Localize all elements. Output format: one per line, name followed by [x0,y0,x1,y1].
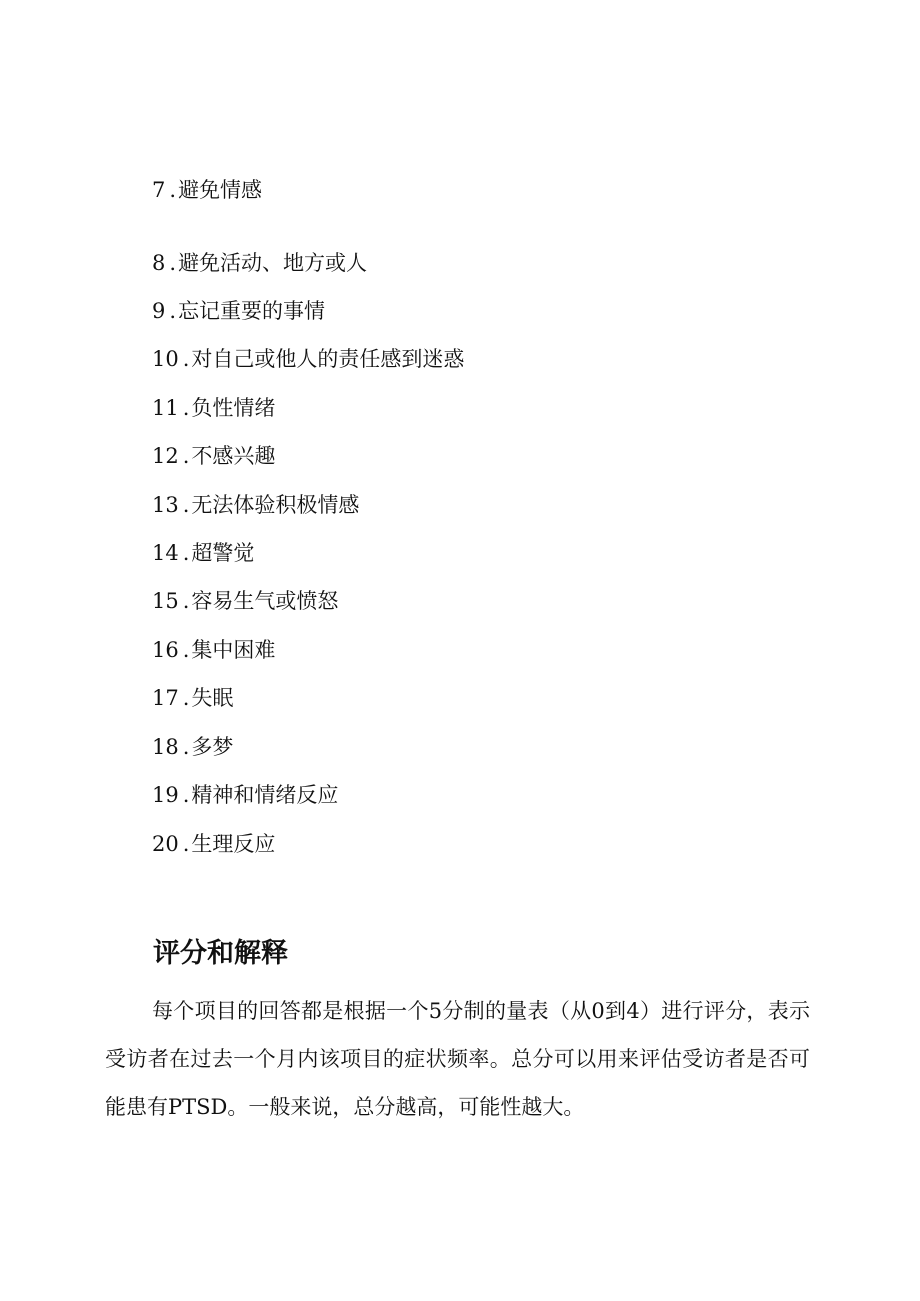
list-item [152,394,275,422]
list-item [152,442,275,470]
item-text: 不感兴趣 [191,444,276,468]
item-text: 多梦 [191,735,234,759]
item-text: 容易生气或愤怒 [191,589,339,613]
item-separator: . [169,178,177,202]
item-separator: . [182,589,190,613]
item-separator: . [169,251,177,275]
section-paragraph: 每个项目的回答都是根据一个5分制的量表（从0到4）进行评分，表示受访者在过去一个月内该项目的症状频率。总分可以用来评估受访者是否可能患有PTSD。一般来说，总分越高，可能性越大。 [105,999,810,1119]
item-separator: . [182,347,190,371]
item-separator: . [182,638,190,662]
item-number: 14 [152,541,179,565]
item-text: 负性情绪 [191,396,276,420]
list-item [152,830,275,858]
item-number: 20 [152,832,179,856]
item-text: 生理反应 [191,832,276,856]
item-number: 18 [152,735,179,759]
item-text: 对自己或他人的责任感到迷惑 [191,347,465,371]
item-number: 9 [152,299,166,323]
item-separator: . [182,493,190,517]
item-separator: . [182,686,190,710]
item-separator: . [182,444,190,468]
item-text: 精神和情绪反应 [191,783,339,807]
list-item [152,345,464,373]
list-item [152,781,338,809]
list-item [152,587,338,615]
item-text: 超警觉 [191,541,255,565]
item-text: 失眠 [191,686,234,710]
item-number: 16 [152,638,179,662]
item-number: 19 [152,783,179,807]
list-item [152,539,254,567]
item-separator: . [182,396,190,420]
item-separator: . [169,299,177,323]
item-text: 避免活动、地方或人 [178,251,368,275]
item-separator: . [182,832,190,856]
list-item [152,733,233,761]
section-heading: 评分和解释 [153,938,288,969]
item-text: 避免情感 [178,178,263,202]
list-item [152,636,275,664]
list-item [152,249,367,277]
item-text: 集中困难 [191,638,276,662]
item-number: 15 [152,589,179,613]
item-number: 11 [152,396,179,420]
item-number: 12 [152,444,179,468]
item-number: 8 [152,251,166,275]
list-item [152,684,233,712]
item-separator: . [182,783,190,807]
item-text: 无法体验积极情感 [191,493,360,517]
item-number: 17 [152,686,179,710]
item-number: 7 [152,178,166,202]
list-item [152,176,262,204]
list-item [152,297,325,325]
item-number: 10 [152,347,179,371]
list-item [152,491,359,519]
item-separator: . [182,735,190,759]
item-number: 13 [152,493,179,517]
item-separator: . [182,541,190,565]
item-text: 忘记重要的事情 [178,299,326,323]
